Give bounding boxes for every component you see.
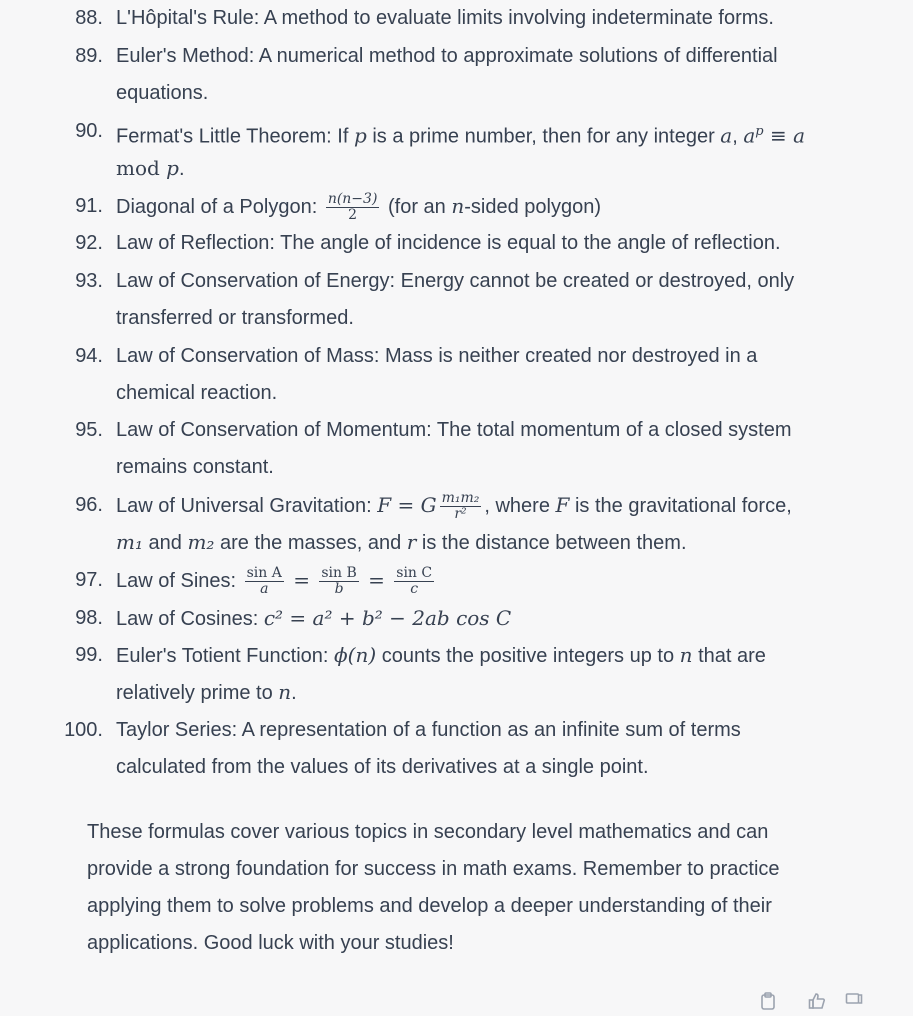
item-number: 97.	[75, 569, 103, 591]
math-fraction	[394, 566, 434, 597]
item-number: 96.	[75, 494, 103, 516]
math-var: a	[743, 123, 756, 148]
item-text: Euler's Method: A numerical method to approximate solutions of differential	[116, 45, 778, 67]
text-part: is the distance between them.	[416, 532, 687, 554]
math-var: G	[420, 493, 437, 517]
text-part: .	[178, 158, 185, 180]
math-var: n	[679, 643, 693, 667]
math-fraction	[319, 566, 358, 597]
text-part: are the masses, and	[214, 532, 407, 554]
math-exp: p	[755, 124, 764, 139]
text-part: , where	[484, 495, 556, 517]
closing-paragraph	[87, 814, 847, 962]
math-var: F	[377, 493, 392, 517]
item-number: 95.	[75, 419, 103, 441]
fraction-denominator: c	[410, 581, 419, 598]
math-expression: c² = a² + b² − 2ab cos C	[263, 606, 512, 630]
item-number: 99.	[75, 644, 103, 666]
paragraph-line: applications. Good luck with your studies!	[87, 932, 454, 954]
math-var: n	[451, 194, 465, 218]
math-var: m₂	[187, 530, 215, 554]
clipboard-icon[interactable]	[759, 992, 777, 1010]
math-var: p	[166, 156, 179, 180]
item-number: 98.	[75, 607, 103, 629]
text-part: Fermat's Little Theorem: If	[116, 125, 354, 148]
math-fraction	[245, 566, 284, 597]
item-number: 93.	[75, 270, 103, 292]
item-text: remains constant.	[116, 456, 274, 478]
item-text: Taylor Series: A representation of a function as an infinite sum of terms	[116, 719, 741, 741]
fraction-numerator: sin B	[321, 565, 357, 582]
text-part: -sided polygon)	[464, 196, 601, 218]
item-text: Law of Conservation of Momentum: The total momentum of a closed system	[116, 419, 792, 441]
math-fraction	[326, 192, 380, 223]
paragraph-line: These formulas cover various topics in secondary level mathematics and can	[87, 821, 769, 843]
math-op: mod	[116, 156, 167, 180]
item-number: 88.	[75, 7, 103, 29]
item-text: equations.	[116, 82, 209, 104]
text-part: Euler's Totient Function:	[116, 645, 335, 667]
math-fraction	[440, 491, 482, 522]
text-part: counts the positive integers up to	[376, 645, 680, 667]
item-text	[116, 637, 876, 674]
fraction-denominator: 2	[348, 207, 358, 224]
text-part: Diagonal of a Polygon:	[116, 196, 323, 218]
fraction-numerator: sin A	[246, 565, 282, 582]
item-text: Law of Conservation of Energy: Energy cannot be created or destroyed, only	[116, 270, 795, 292]
item-text: Law of Conservation of Mass: Mass is neither created nor destroyed in a	[116, 345, 758, 367]
fraction-denominator: a	[260, 581, 269, 598]
paragraph-line: provide a strong foundation for success in math exams. Remember to practice	[87, 858, 780, 880]
item-text: transferred or transformed.	[116, 307, 354, 329]
math-op: =	[391, 493, 421, 517]
paragraph-line: applying them to solve problems and develop a deeper understanding of their	[87, 895, 772, 917]
item-text	[116, 188, 876, 225]
fraction-denominator: b	[334, 581, 344, 598]
text-part: is the gravitational force,	[569, 495, 792, 517]
message-actions	[0, 992, 913, 1012]
item-text: chemical reaction.	[116, 382, 278, 404]
math-var: p	[353, 123, 367, 148]
text-part: is a prime number, then for any integer	[366, 125, 721, 148]
fraction-numerator: n(n−3)	[327, 191, 378, 208]
text-part: relatively prime to	[116, 682, 279, 704]
text-part: Law of Sines:	[116, 570, 242, 592]
item-number: 91.	[75, 195, 103, 217]
text-part: Law of Universal Gravitation:	[116, 495, 378, 517]
item-number: 100.	[64, 719, 103, 741]
item-text	[116, 524, 876, 561]
math-var: F	[555, 493, 570, 517]
item-number: 89.	[75, 45, 103, 67]
text-part: and	[142, 532, 188, 554]
thumbs-down-icon[interactable]	[845, 992, 863, 1010]
fraction-numerator: m₁m₂	[441, 490, 480, 507]
item-text	[116, 487, 876, 524]
text-part: (for an	[382, 196, 452, 218]
item-text	[116, 600, 876, 637]
math-expression: ϕ(n)	[334, 643, 377, 667]
text-part: ,	[732, 125, 744, 148]
math-var: r	[406, 530, 417, 554]
math-op: =	[286, 568, 317, 592]
text-part: Law of Cosines:	[116, 608, 264, 630]
math-var: m₁	[116, 530, 143, 554]
fraction-denominator: r²	[454, 506, 467, 523]
item-text: calculated from the values of its derivatives at a single point.	[116, 756, 649, 778]
item-number: 92.	[75, 232, 103, 254]
fraction-numerator: sin C	[396, 565, 433, 582]
math-var: a	[793, 123, 806, 148]
item-text	[116, 674, 876, 711]
math-var: a	[720, 123, 733, 148]
item-text	[116, 113, 876, 150]
thumbs-up-icon[interactable]	[808, 992, 826, 1010]
item-text: L'Hôpital's Rule: A method to evaluate limits involving indeterminate forms.	[116, 7, 774, 29]
math-var: n	[278, 680, 292, 704]
text-part: that are	[692, 645, 766, 667]
item-text	[116, 562, 876, 599]
item-number: 94.	[75, 345, 103, 367]
math-op: =	[361, 568, 392, 592]
math-op: ≡	[763, 123, 794, 148]
text-part: .	[291, 682, 297, 704]
item-text: Law of Reflection: The angle of incidence is equal to the angle of reflection.	[116, 232, 781, 254]
item-text	[116, 150, 876, 187]
item-number: 90.	[75, 120, 103, 142]
